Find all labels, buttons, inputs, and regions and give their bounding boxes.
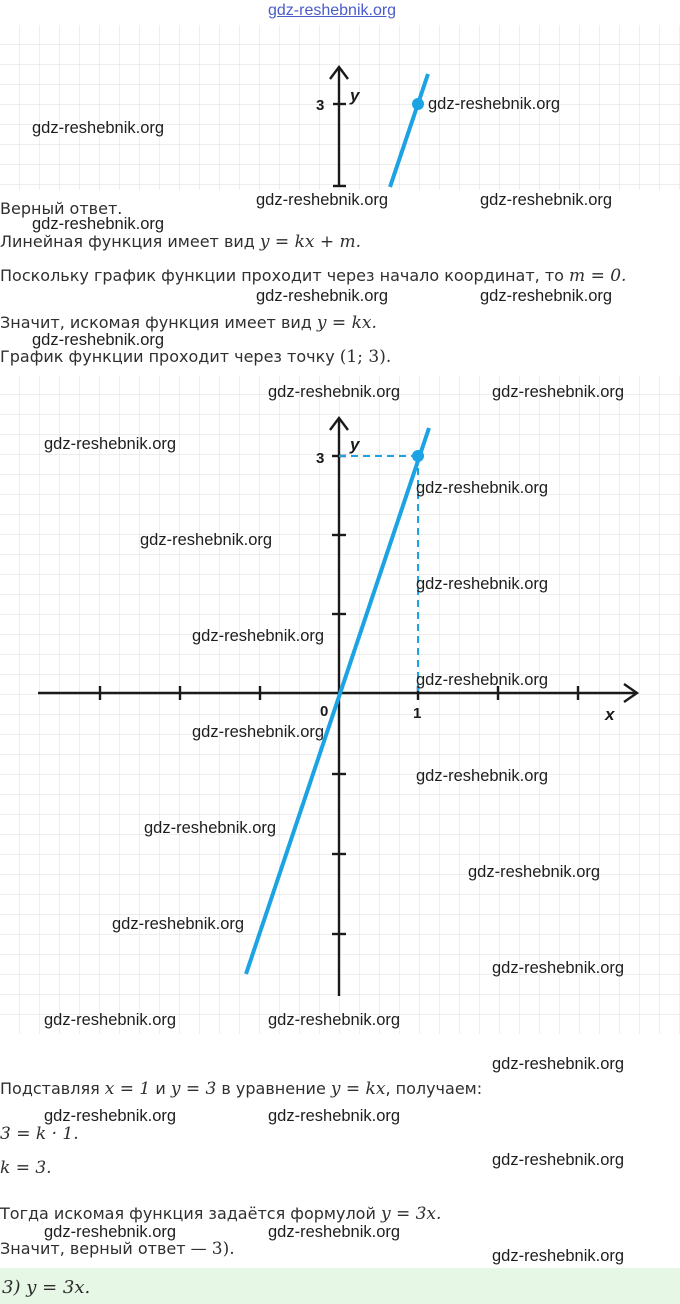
correct-answer-heading: Верный ответ.	[0, 199, 123, 218]
watermark: gdz-reshebnik.org	[416, 479, 549, 497]
watermark: gdz-reshebnik.org	[492, 1055, 625, 1073]
watermark: gdz-reshebnik.org	[192, 723, 325, 741]
paragraph-answer: Значит, верный ответ — 3).	[0, 1239, 235, 1259]
watermark: gdz-reshebnik.org	[468, 863, 601, 881]
final-answer: 3) y = 3x.	[2, 1277, 91, 1298]
watermark: gdz-reshebnik.org	[416, 575, 549, 593]
watermark: gdz-reshebnik.org	[44, 1011, 177, 1029]
graph-main	[0, 376, 680, 1034]
paragraph-so: Значит, искомая функция имеет вид y = kx.	[0, 313, 377, 333]
watermark: gdz-reshebnik.org	[428, 95, 561, 113]
equation-2: k = 3.	[0, 1158, 52, 1178]
watermark: gdz-reshebnik.org	[268, 383, 401, 401]
point-marker	[412, 98, 424, 110]
watermark: gdz-reshebnik.org	[256, 191, 389, 209]
point-marker	[412, 450, 424, 462]
watermark: gdz-reshebnik.org	[268, 1223, 401, 1241]
watermark: gdz-reshebnik.org	[268, 1011, 401, 1029]
watermark: gdz-reshebnik.org	[416, 767, 549, 785]
watermark: gdz-reshebnik.org	[256, 287, 389, 305]
watermark: gdz-reshebnik.org	[32, 215, 165, 233]
y-tick-3: 3	[316, 450, 325, 467]
watermark: gdz-reshebnik.org	[416, 671, 549, 689]
watermark: gdz-reshebnik.org	[44, 1223, 177, 1241]
site-link[interactable]: gdz-reshebnik.org	[268, 2, 397, 19]
paragraph-linear: Линейная функция имеет вид y = kx + m.	[0, 232, 362, 252]
final-answer-box	[0, 1268, 680, 1304]
watermark: gdz-reshebnik.org	[492, 1151, 625, 1169]
y-tick-3: 3	[316, 97, 325, 114]
watermark: gdz-reshebnik.org	[480, 191, 613, 209]
y-axis-label: y	[350, 86, 360, 105]
watermark: gdz-reshebnik.org	[44, 1107, 177, 1125]
watermark: gdz-reshebnik.org	[32, 119, 165, 137]
watermark: gdz-reshebnik.org	[268, 1107, 401, 1125]
watermark: gdz-reshebnik.org	[144, 819, 277, 837]
x-tick-1: 1	[413, 705, 422, 722]
watermark: gdz-reshebnik.org	[44, 435, 177, 453]
equation-1: 3 = k · 1.	[0, 1124, 79, 1144]
watermark: gdz-reshebnik.org	[32, 331, 165, 349]
origin-label: 0	[320, 703, 329, 720]
x-axis-label: x	[605, 705, 615, 724]
watermark: gdz-reshebnik.org	[492, 959, 625, 977]
paragraph-point: График функции проходит через точку (1; 3).	[0, 347, 392, 367]
watermark: gdz-reshebnik.org	[480, 287, 613, 305]
watermark: gdz-reshebnik.org	[492, 1247, 625, 1265]
y-axis-label: y	[350, 435, 360, 454]
watermark: gdz-reshebnik.org	[192, 627, 325, 645]
paragraph-origin: Поскольку график функции проходит через начало координат, то m = 0.	[0, 266, 627, 286]
watermark: gdz-reshebnik.org	[112, 915, 245, 933]
watermark: gdz-reshebnik.org	[140, 531, 273, 549]
paragraph-substitute: Подставляя x = 1 и y = 3 в уравнение y = kx, получаем:	[0, 1079, 483, 1099]
watermark: gdz-reshebnik.org	[492, 383, 625, 401]
paragraph-then: Тогда искомая функция задаётся формулой y = 3x.	[0, 1204, 442, 1224]
graph-top	[0, 25, 680, 190]
